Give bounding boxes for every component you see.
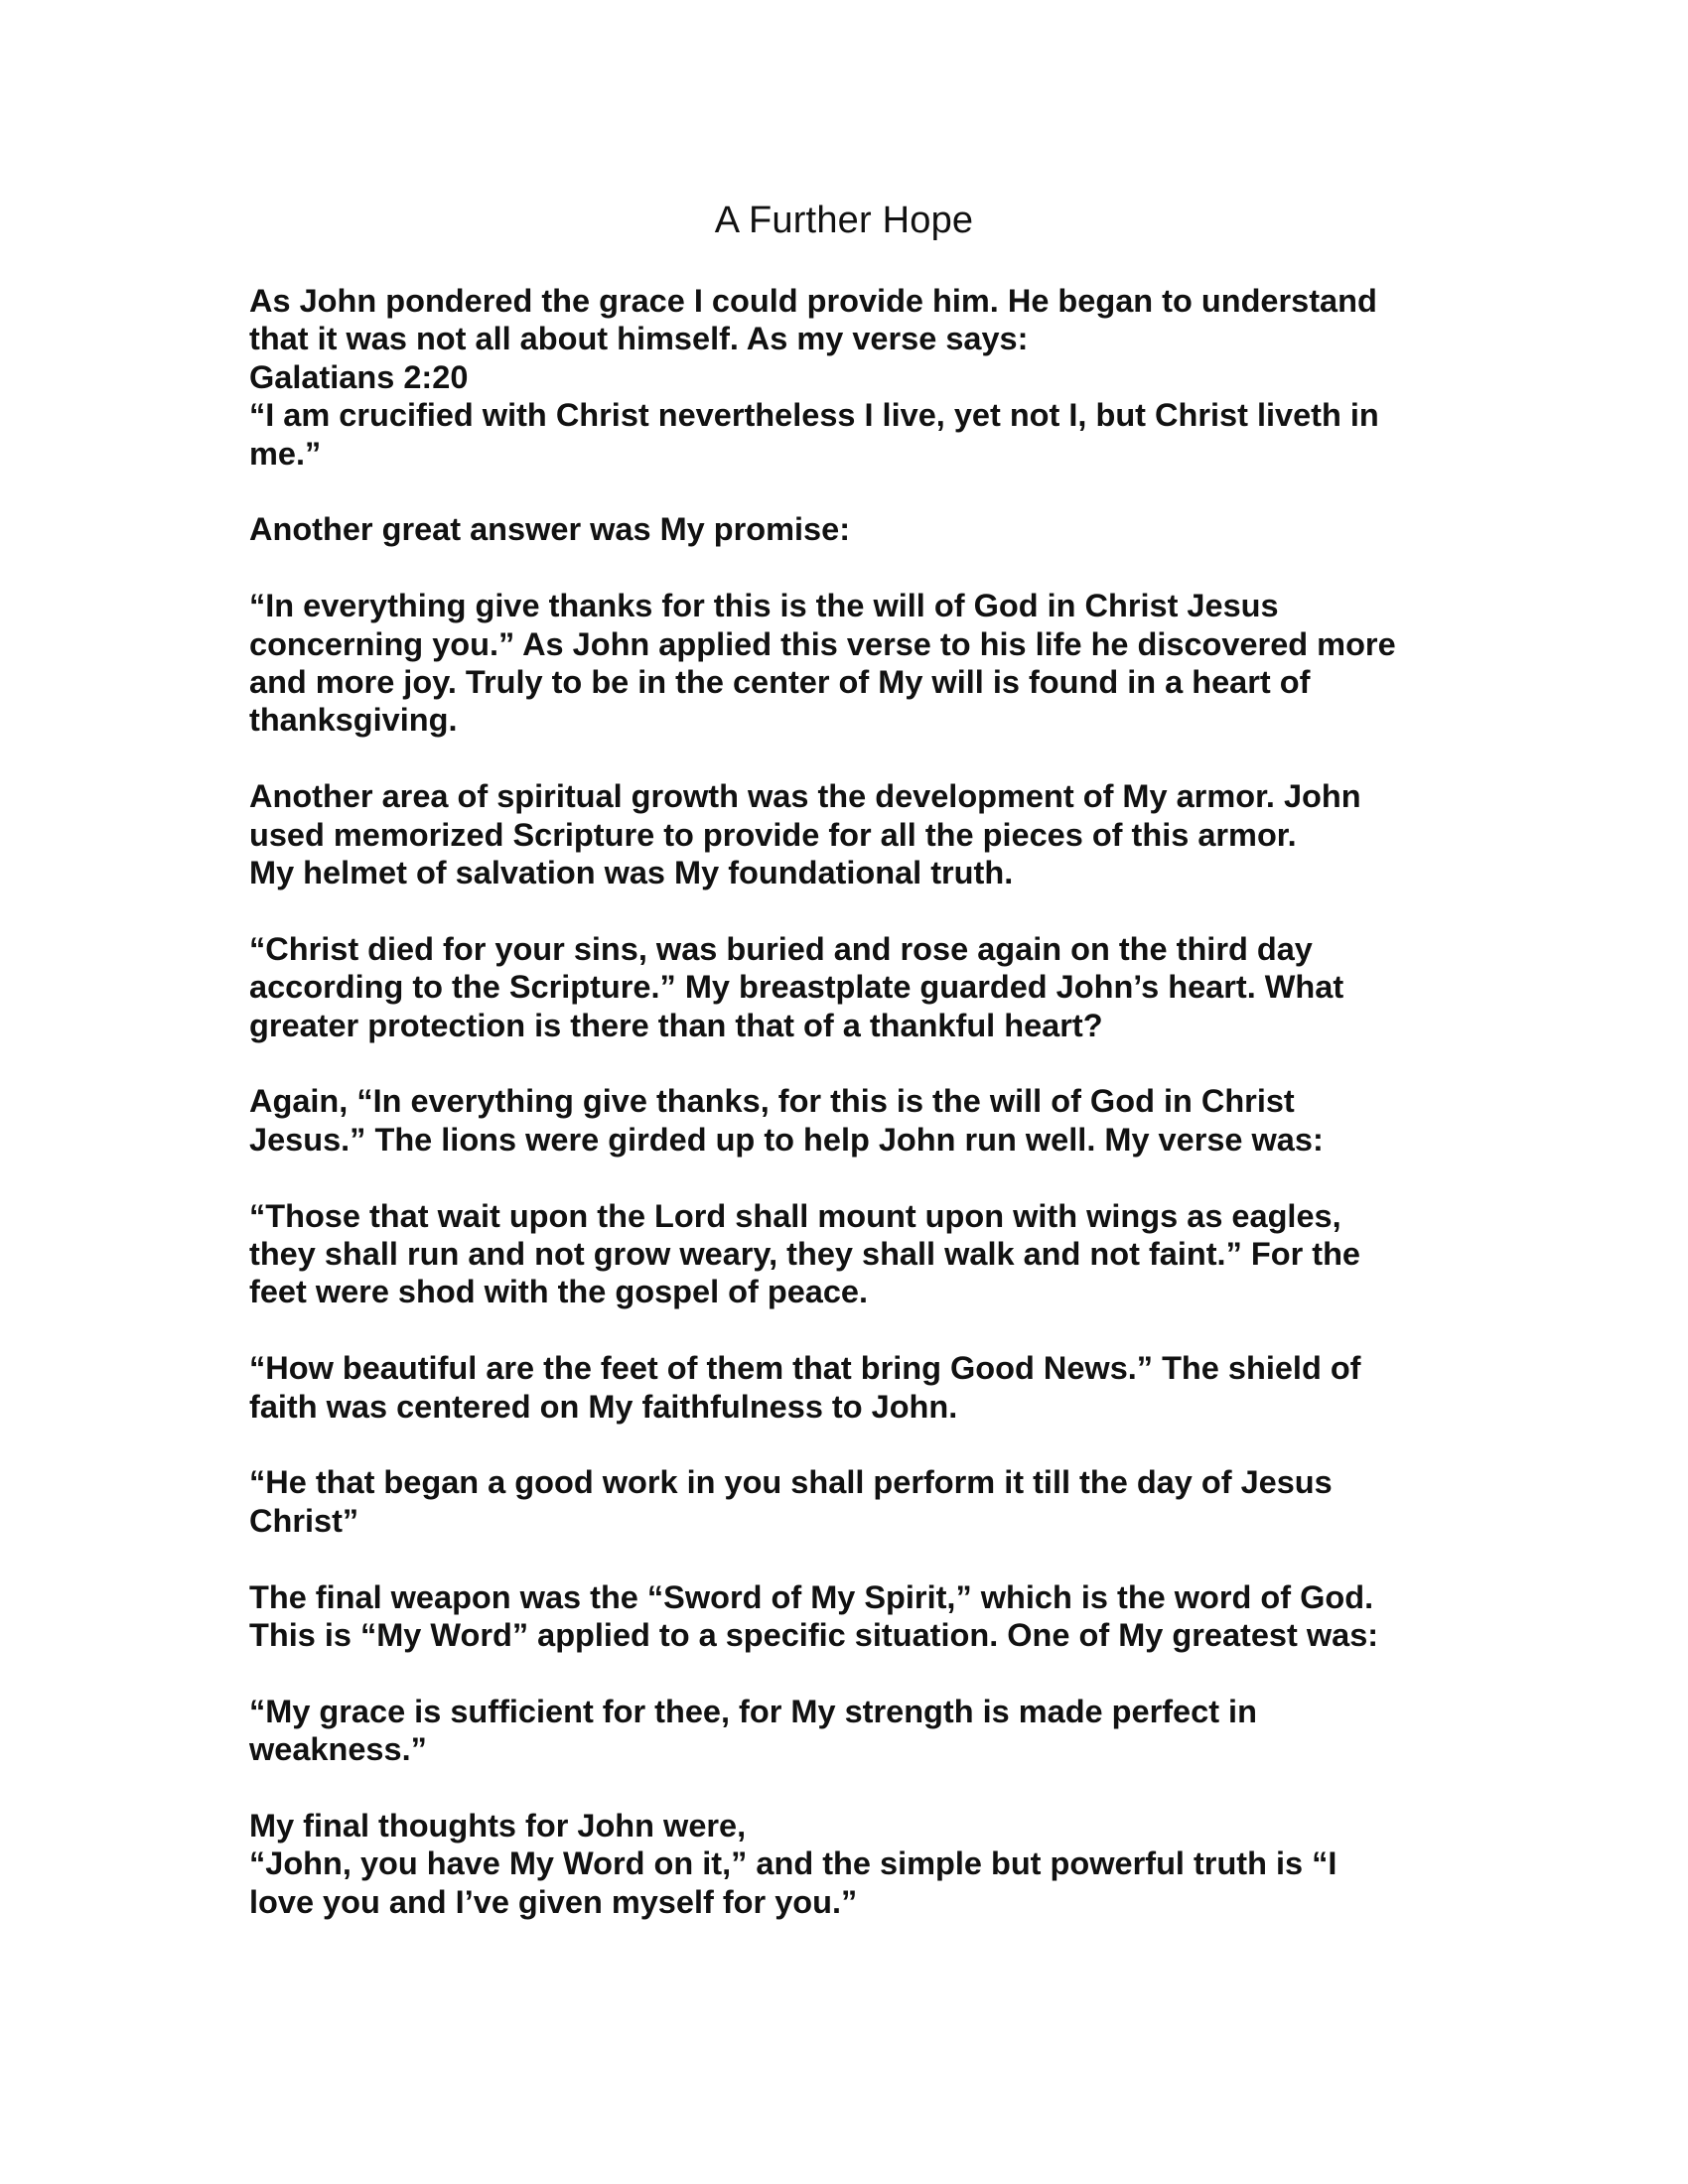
text-line: The final weapon was the “Sword of My Spirit,” which is the word of God. <box>249 1578 1374 1615</box>
text-line: feet were shod with the gospel of peace. <box>249 1274 869 1310</box>
text-line: weakness.” <box>249 1731 427 1768</box>
text-line: My helmet of salvation was My foundational truth. <box>249 855 1014 891</box>
text-line: and more joy. Truly to be in the center of My will is found in a heart of <box>249 664 1311 701</box>
text-line: thanksgiving. <box>249 702 458 739</box>
text-line: “I am crucified with Christ nevertheless I live, yet not I, but Christ liveth in <box>249 397 1379 434</box>
text-line: “John, you have My Word on it,” and the simple but powerful truth is “I <box>249 1845 1337 1882</box>
text-line: This is “My Word” applied to a specific situation. One of My greatest was: <box>249 1617 1379 1654</box>
text-line: concerning you.” As John applied this verse to his life he discovered more <box>249 625 1396 662</box>
text-line: greater protection is there than that of a thankful heart? <box>249 1007 1103 1043</box>
paragraph <box>249 1349 1471 1426</box>
text-line: Galatians 2:20 <box>249 358 469 395</box>
text-line: “Christ died for your sins, was buried and rose again on the third day <box>249 930 1313 967</box>
document-body <box>249 282 1471 1960</box>
text-line: love you and I’ve given myself for you.” <box>249 1883 858 1920</box>
text-line: according to the Scripture.” My breastplate guarded John’s heart. What <box>249 969 1344 1006</box>
text-line: As John pondered the grace I could provide him. He began to understand <box>249 283 1377 319</box>
text-line: Another area of spiritual growth was the development of My armor. John <box>249 778 1361 815</box>
paragraph <box>249 930 1471 1044</box>
text-line: Another great answer was My promise: <box>249 511 851 548</box>
paragraph <box>249 1807 1471 1921</box>
paragraph <box>249 1578 1471 1655</box>
page-title: A Further Hope <box>714 200 974 241</box>
paragraph <box>249 1693 1471 1769</box>
paragraph <box>249 510 1471 548</box>
paragraph <box>249 282 1471 473</box>
paragraph <box>249 1463 1471 1540</box>
text-line: “How beautiful are the feet of them that bring Good News.” The shield of <box>249 1350 1361 1387</box>
paragraph <box>249 1082 1471 1159</box>
paragraph <box>249 1197 1471 1311</box>
text-line: “He that began a good work in you shall perform it till the day of Jesus <box>249 1464 1333 1501</box>
paragraph <box>249 587 1471 740</box>
text-line: faith was centered on My faithfulness to John. <box>249 1388 958 1425</box>
text-line: “Those that wait upon the Lord shall mount upon with wings as eagles, <box>249 1197 1341 1234</box>
text-line: Again, “In everything give thanks, for this is the will of God in Christ <box>249 1083 1295 1120</box>
text-line: My final thoughts for John were, <box>249 1808 747 1844</box>
text-line: Jesus.” The lions were girded up to help John run well. My verse was: <box>249 1121 1324 1158</box>
text-line: they shall run and not grow weary, they shall walk and not faint.” For the <box>249 1236 1360 1273</box>
text-line: “In everything give thanks for this is the will of God in Christ Jesus <box>249 588 1279 624</box>
text-line: Christ” <box>249 1502 359 1539</box>
text-line: that it was not all about himself. As my verse says: <box>249 321 1029 357</box>
text-line: me.” <box>249 435 322 472</box>
text-line: used memorized Scripture to provide for all the pieces of this armor. <box>249 816 1297 853</box>
paragraph <box>249 777 1471 891</box>
text-line: “My grace is sufficient for thee, for My strength is made perfect in <box>249 1693 1257 1729</box>
